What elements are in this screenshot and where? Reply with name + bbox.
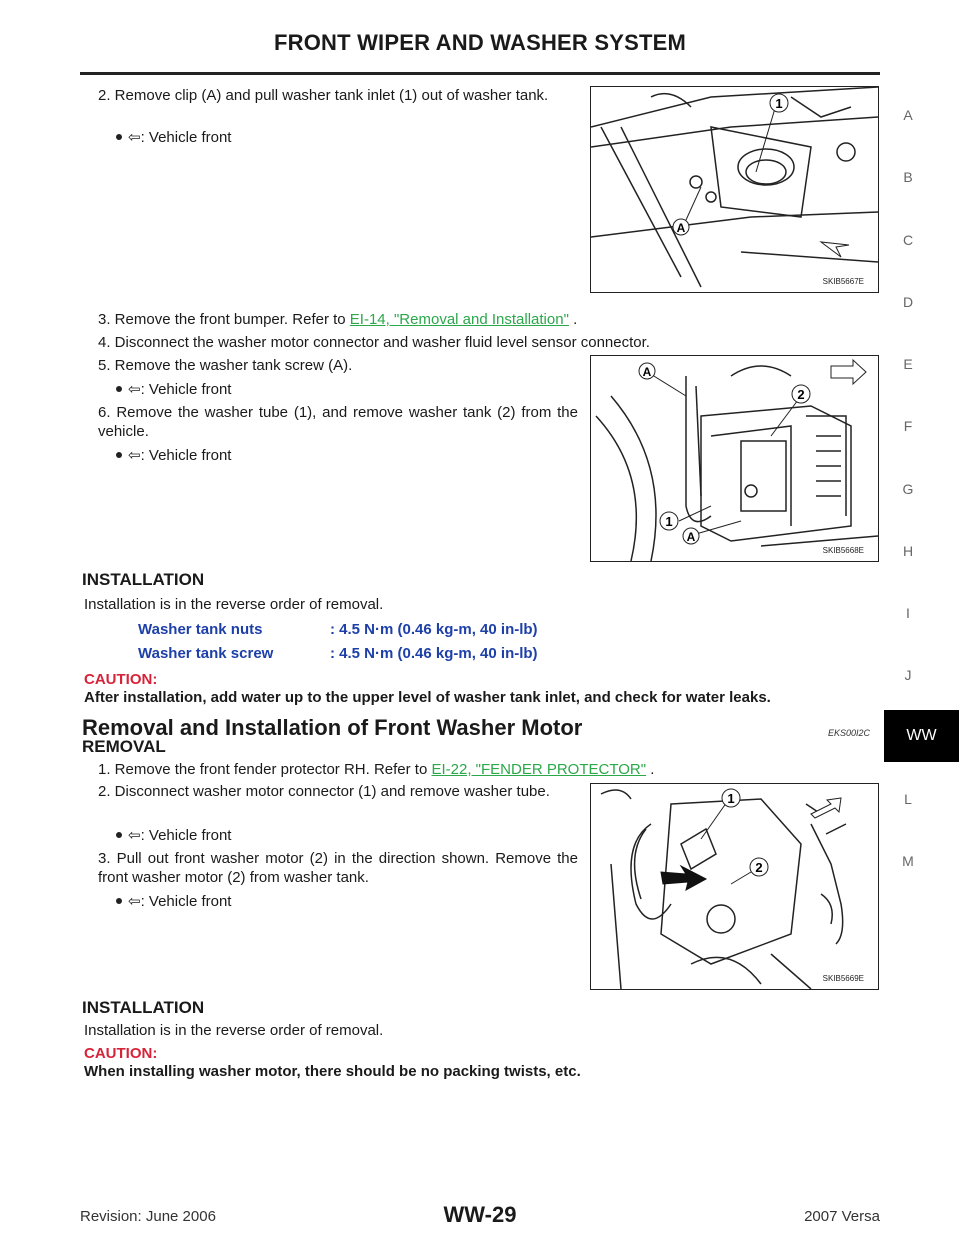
step-4-text: 4. Disconnect the washer motor connector and washer fluid level sensor connector.	[98, 334, 650, 351]
installation-text: Installation is in the reverse order of removal.	[84, 1022, 384, 1039]
bullet-text: : Vehicle front	[140, 827, 232, 844]
motor-step-1-text	[98, 760, 818, 779]
figure-callout-1: 1	[727, 791, 735, 806]
step-1-prefix: 1. Remove the front fender protector RH. Refer to	[98, 761, 432, 778]
index-letter-a[interactable]: A	[903, 107, 913, 123]
figure-washer-tank	[590, 355, 879, 562]
step-6-text: 6. Remove the washer tube (1), and remove washer tank (2) from the vehicle.	[98, 404, 578, 440]
figure-callout-a: A	[676, 221, 686, 235]
step-3-suffix: .	[568, 311, 578, 328]
spec-name: Washer tank nuts	[138, 621, 263, 638]
vehicle-front-arrow-icon	[821, 242, 849, 257]
bullet-vehicle-front	[116, 892, 231, 911]
bullet-dot-icon	[116, 452, 122, 458]
caution-text: After installation, add water up to the upper level of washer tank inlet, and check for water leaks.	[84, 689, 771, 706]
title-divider	[80, 72, 880, 75]
caution-label: CAUTION:	[84, 671, 158, 688]
caution-text: When installing washer motor, there should be no packing twists, etc.	[84, 1063, 581, 1080]
arrow-outline-icon: ⇦	[128, 129, 141, 146]
step-5-text: 5. Remove the washer tank screw (A).	[98, 357, 353, 374]
arrow-outline-icon: ⇦	[128, 827, 141, 844]
index-letter-j[interactable]: J	[904, 667, 912, 683]
spec-value: : 4.5 N·m (0.46 kg-m, 40 in-lb)	[330, 645, 538, 662]
figure-callout-1: 1	[775, 96, 783, 111]
index-letter-b[interactable]: B	[903, 169, 913, 185]
index-tab-ww[interactable]: WW	[884, 710, 959, 762]
section-code: EKS00I2C	[828, 728, 871, 738]
figure-callout-2: 2	[797, 387, 805, 402]
arrow-outline-icon: ⇦	[128, 893, 141, 910]
index-letter-e[interactable]: E	[903, 356, 913, 372]
vehicle-front-arrow-icon	[831, 360, 866, 384]
vehicle-front-arrow-icon	[811, 798, 841, 818]
figure-callout-2: 2	[755, 860, 763, 875]
bullet-dot-icon	[116, 898, 122, 904]
bullet-text: : Vehicle front	[140, 447, 232, 464]
step-3-prefix: 3. Remove the front bumper. Refer to	[98, 311, 350, 328]
figure-washer-motor	[590, 783, 879, 990]
bullet-dot-icon	[116, 386, 122, 392]
link-ei-14[interactable]: EI-14, "Removal and Installation"	[349, 311, 569, 328]
figure-code: SKIB5668E	[822, 546, 864, 555]
bullet-vehicle-front	[116, 380, 231, 399]
bullet-text: : Vehicle front	[140, 381, 232, 398]
figure-code: SKIB5667E	[822, 277, 864, 286]
step-2-text: 2. Remove clip (A) and pull washer tank inlet (1) out of washer tank.	[98, 87, 549, 104]
bullet-text: : Vehicle front	[140, 893, 232, 910]
bullet-vehicle-front	[116, 826, 231, 845]
figure-code: SKIB5669E	[822, 974, 864, 983]
installation-heading: INSTALLATION	[82, 998, 205, 1017]
footer-model: 2007 Versa	[804, 1208, 880, 1225]
arrow-outline-icon: ⇦	[128, 447, 141, 464]
installation-heading: INSTALLATION	[82, 570, 205, 589]
section-title: Removal and Installation of Front Washer Motor	[82, 715, 583, 740]
index-letter-h[interactable]: H	[902, 543, 914, 559]
page-number: WW-29	[443, 1202, 517, 1227]
index-letter-i[interactable]: I	[906, 605, 910, 621]
arrow-outline-icon: ⇦	[128, 381, 141, 398]
figure-callout-1: 1	[665, 514, 673, 529]
index-letter-c[interactable]: C	[902, 232, 914, 248]
figure-washer-tank-drawing	[591, 356, 878, 561]
figure-callout-a: A	[686, 530, 696, 544]
link-ei-22[interactable]: EI-22, "FENDER PROTECTOR"	[431, 761, 647, 778]
bullet-vehicle-front	[116, 446, 231, 465]
index-letter-d[interactable]: D	[902, 294, 914, 310]
pull-direction-arrow-icon	[661, 866, 706, 890]
bullet-dot-icon	[116, 832, 122, 838]
index-letter-l[interactable]: L	[904, 791, 912, 807]
figure-callout-a: A	[642, 365, 652, 379]
bullet-vehicle-front	[116, 128, 231, 147]
page-title: FRONT WIPER AND WASHER SYSTEM	[274, 30, 686, 55]
step-3-text	[98, 310, 658, 329]
index-letter-g[interactable]: G	[902, 481, 914, 497]
removal-heading: REMOVAL	[82, 737, 166, 756]
installation-text: Installation is in the reverse order of removal.	[84, 596, 384, 613]
step-1-suffix: .	[646, 761, 655, 778]
bullet-text: : Vehicle front	[140, 129, 232, 146]
spec-value: : 4.5 N·m (0.46 kg-m, 40 in-lb)	[330, 621, 538, 638]
figure-washer-tank-inlet	[590, 86, 879, 293]
figure-washer-tank-inlet-drawing	[591, 87, 878, 292]
footer-revision: Revision: June 2006	[80, 1208, 216, 1225]
spec-name: Washer tank screw	[138, 645, 274, 662]
motor-step-2-text: 2. Disconnect washer motor connector (1) and remove washer tube.	[98, 783, 550, 800]
caution-label: CAUTION:	[84, 1045, 158, 1062]
motor-step-3-text: 3. Pull out front washer motor (2) in the direction shown. Remove the front washer motor (2) from washer tank.	[98, 850, 578, 886]
index-letter-m[interactable]: M	[902, 853, 914, 869]
figure-washer-motor-drawing	[591, 784, 878, 989]
bullet-dot-icon	[116, 134, 122, 140]
index-letter-f[interactable]: F	[903, 418, 913, 434]
